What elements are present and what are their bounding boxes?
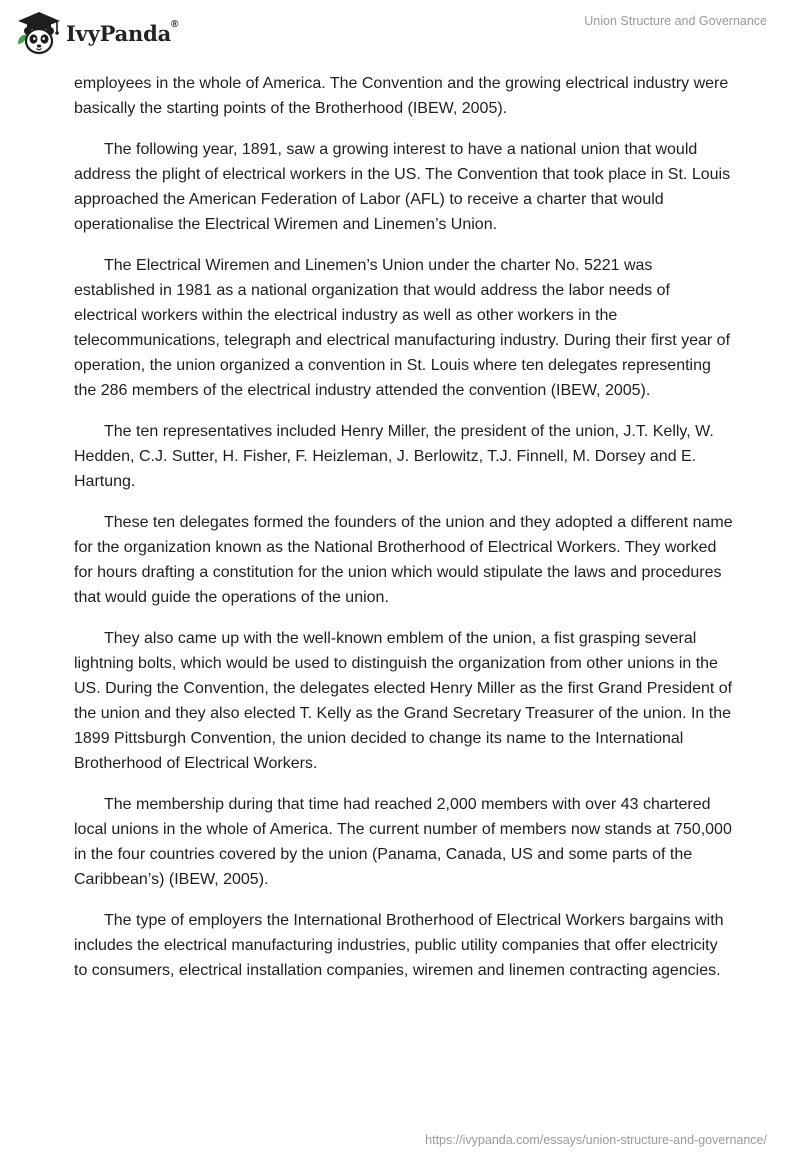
paragraph: employees in the whole of America. The Convention and the growing electrical industry were basically the starting points of the Brotherhood (IBEW, 2005).	[74, 75, 729, 117]
paragraph: The membership during that time had reached 2,000 members with over 43 chartered local unions in the whole of America. The current number of members now stands at 750,000 in the four countries covered by the union (Panama, Canada, US and some parts of the Caribbean’s) (IBEW, 2005).	[74, 796, 732, 888]
paragraph: These ten delegates formed the founders of the union and they adopted a different name for the organization known as the National Brotherhood of Electrical Workers. They worked for hours drafting a constitution for the union which would stipulate the laws and procedures that would guide the operations of the union.	[74, 514, 733, 606]
logo-text: IvyPanda®	[66, 18, 179, 46]
essay-body	[74, 71, 734, 999]
paragraph: They also came up with the well-known emblem of the union, a fist grasping several lightning bolts, which would be used to distinguish the organization from other unions in the US. During the Convention, the delegates elected Henry Miller as the first Grand President of the union and they also elected T. Kelly as the Grand Secretary Treasurer of the union. In the 1899 Pittsburgh Convention, the union decided to change its name to the International Brotherhood of Electrical Workers.	[74, 630, 733, 772]
panda-graduate-icon	[14, 8, 64, 58]
paragraph: The type of employers the International Brotherhood of Electrical Workers bargains with includes the electrical manufacturing industries, public utility companies that offer electricity to consumers, electrical installation companies, wiremen and linemen contracting agencies.	[74, 912, 724, 979]
paragraph: The following year, 1891, saw a growing interest to have a national union that would address the plight of electrical workers in the US. The Convention that took place in St. Louis approached the American Federation of Labor (AFL) to receive a charter that would operationalise the Electrical Wiremen and Linemen’s Union.	[74, 141, 731, 233]
source-url[interactable]: https://ivypanda.com/essays/union-structure-and-governance/	[425, 1133, 767, 1147]
document-title: Union Structure and Governance	[584, 14, 767, 28]
paragraph: The ten representatives included Henry Miller, the president of the union, J.T. Kelly, W. Hedden, C.J. Sutter, H. Fisher, F. Heizleman, J. Berlowitz, T.J. Finnell, M. Dorsey and E. Hartung.	[74, 423, 714, 490]
page-header	[0, 0, 800, 70]
ivypanda-logo[interactable]	[14, 8, 178, 58]
paragraph: The Electrical Wiremen and Linemen’s Union under the charter No. 5221 was established in 1981 as a national organization that would address the labor needs of electrical workers within the electrical industry as well as other workers in the telecommunications, telegraph and electrical manufacturing industry. During their first year of operation, the union organized a convention in St. Louis where ten delegates representing the 286 members of the electrical industry attended the convention (IBEW, 2005).	[74, 257, 731, 399]
